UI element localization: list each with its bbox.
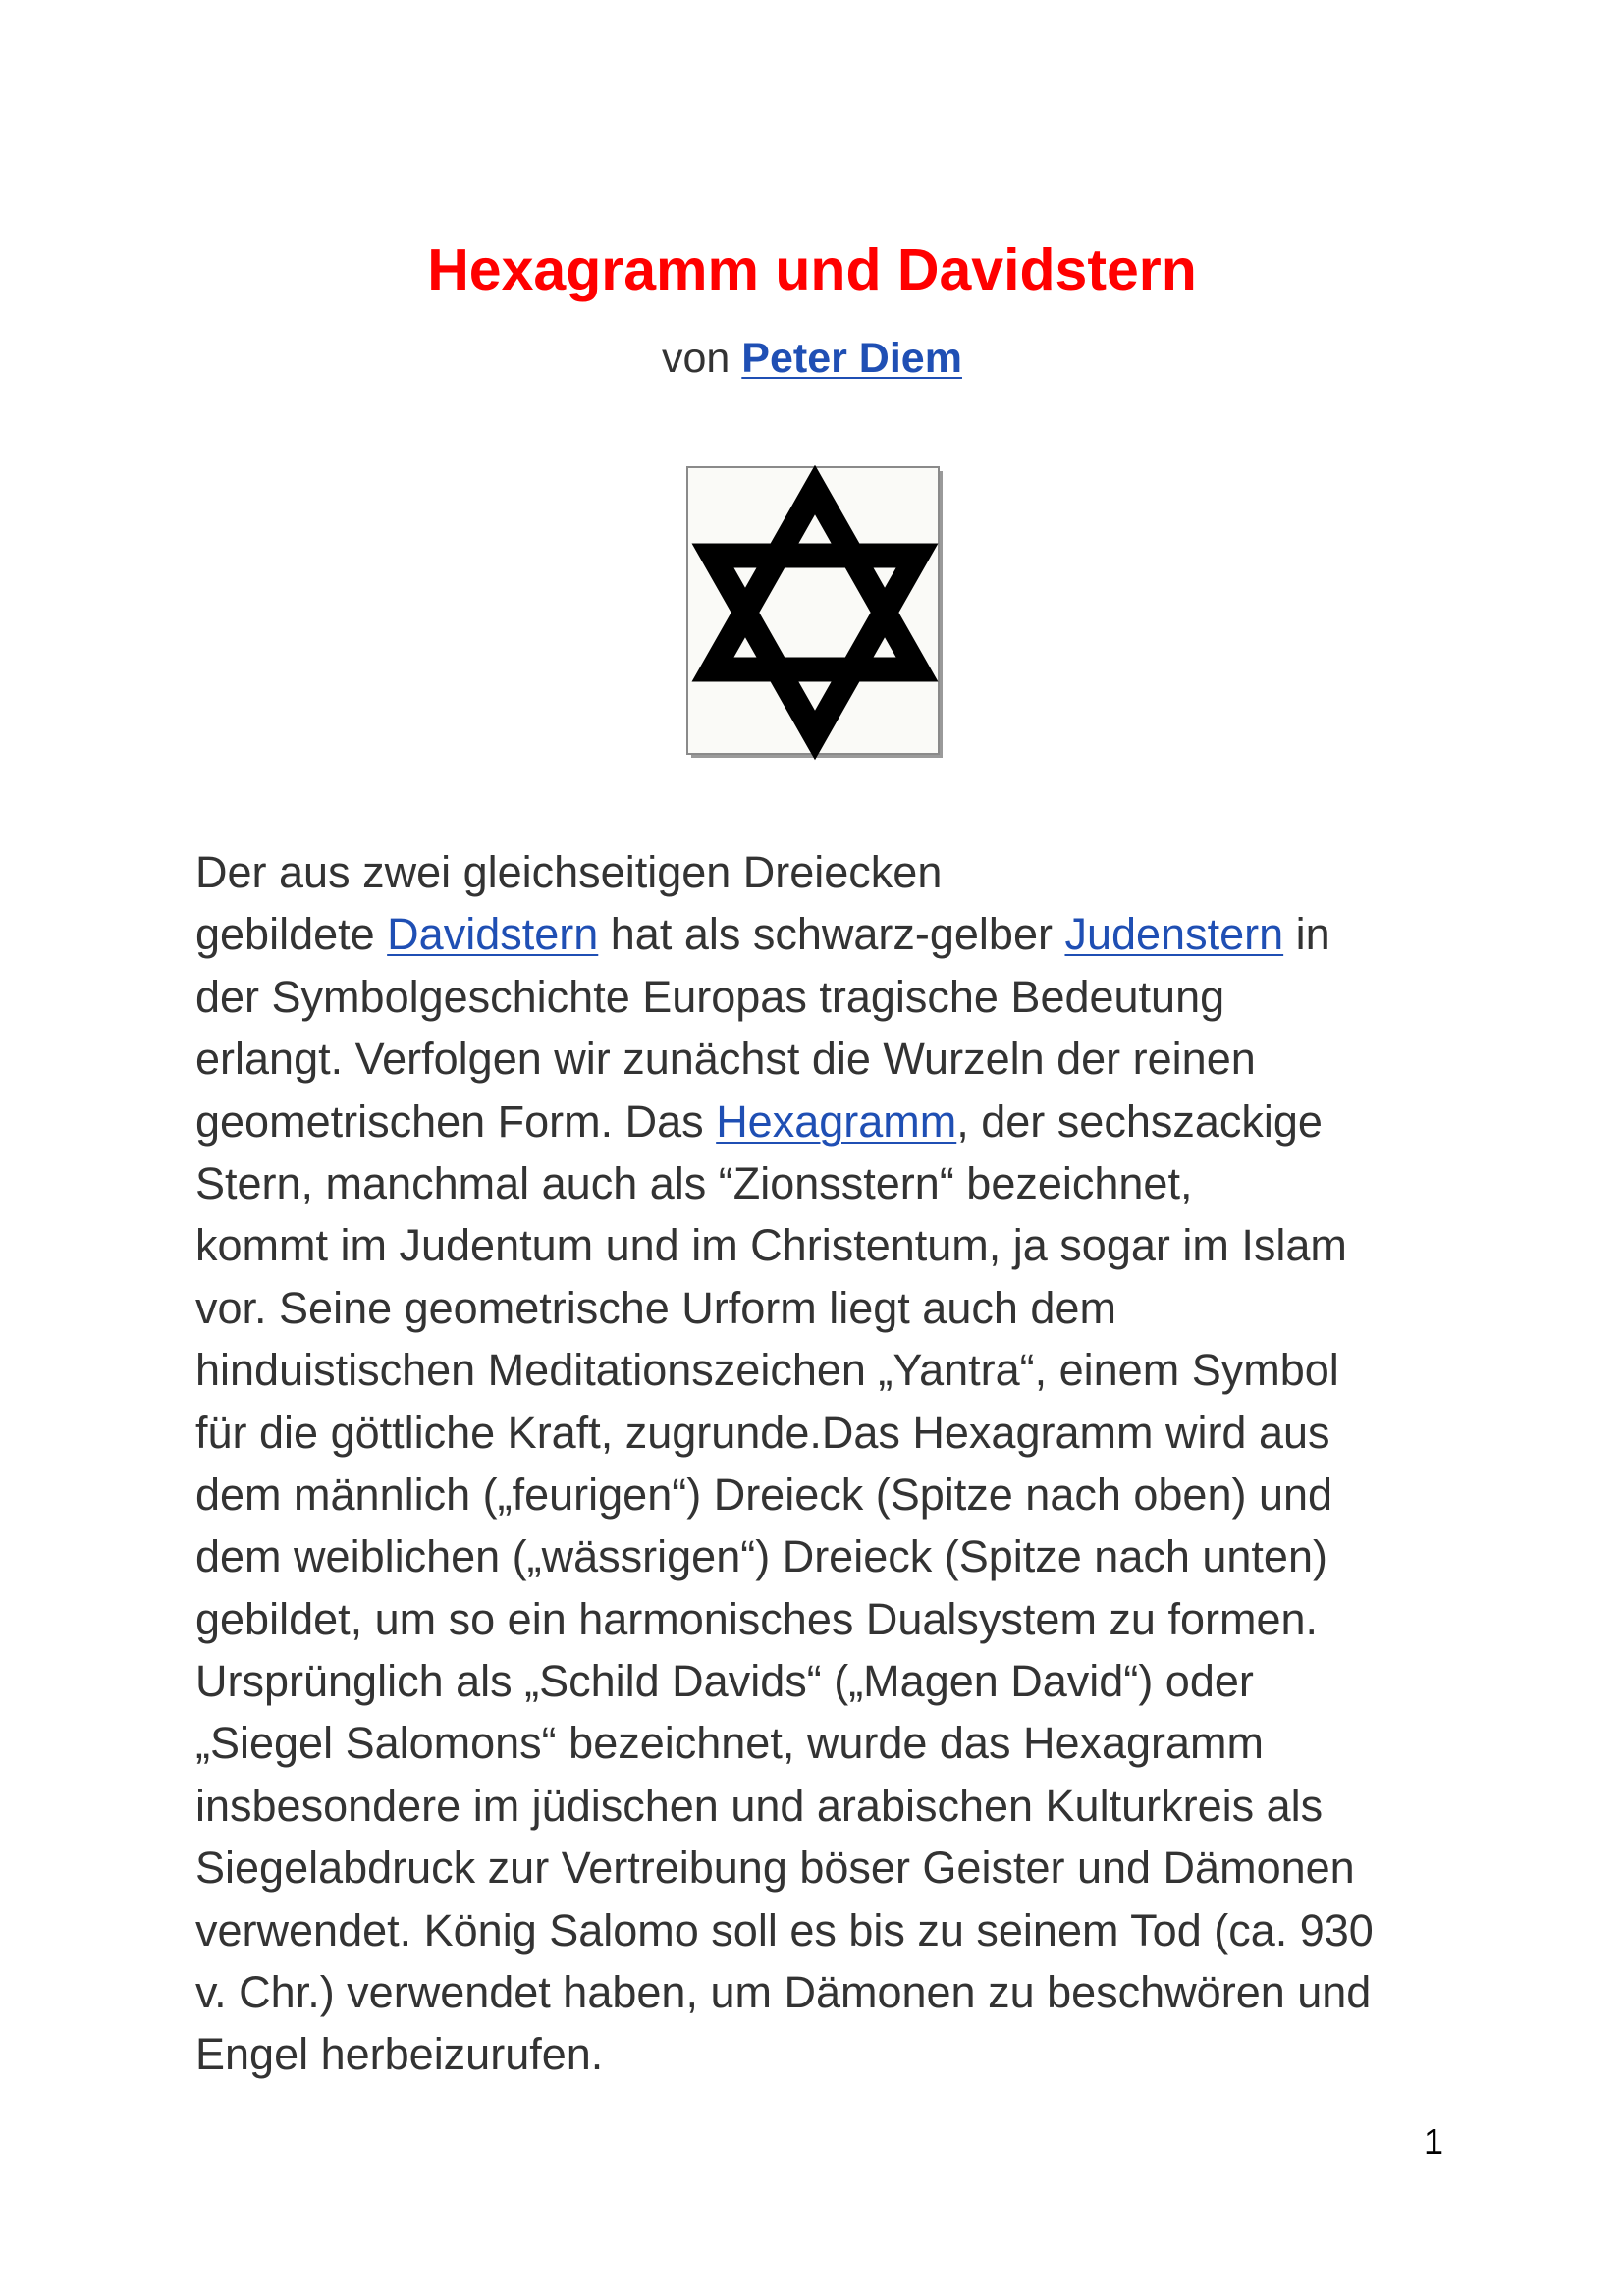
author-link[interactable]: Peter Diem — [741, 335, 962, 382]
page-title: Hexagramm und Davidstern — [427, 238, 1197, 302]
text-line: insbesondere im jüdischen und arabischen Kulturkreis als — [195, 1780, 1324, 1831]
text-line: erlangt. Verfolgen wir zunächst die Wurzeln der reinen — [195, 1034, 1256, 1085]
text-segment: hat als schwarz-gelber — [598, 909, 1065, 960]
text-line: für die göttliche Kraft, zugrunde.Das Hexagramm wird aus — [195, 1407, 1330, 1458]
text-segment: , der sechszackige — [956, 1095, 1323, 1147]
hexagramm-link[interactable]: Hexagramm — [716, 1095, 957, 1147]
text-line: verwendet. König Salomo soll es bis zu seinem Tod (ca. 930 — [195, 1904, 1374, 1955]
text-line: Engel herbeizurufen. — [195, 2029, 604, 2080]
text-line — [195, 903, 1472, 965]
judenstern-link[interactable]: Judenstern — [1064, 909, 1284, 960]
text-line: dem weiblichen („wässrigen“) Dreieck (Spitze nach unten) — [195, 1531, 1327, 1582]
text-line — [195, 1091, 1472, 1152]
byline — [0, 327, 1624, 390]
text-line: kommt im Judentum und im Christentum, ja sogar im Islam — [195, 1220, 1347, 1271]
text-line: Ursprünglich als „Schild Davids“ („Magen David“) oder — [195, 1656, 1254, 1707]
text-line: vor. Seine geometrische Urform liegt auch dem — [195, 1282, 1116, 1333]
text-line: Der aus zwei gleichseitigen Dreiecken — [195, 847, 943, 897]
text-segment: geometrischen Form. Das — [195, 1095, 717, 1147]
text-line: hinduistischen Meditationszeichen „Yantra“, einem Symbol — [195, 1345, 1339, 1396]
text-line: Stern, manchmal auch als “Zionsstern“ bezeichnet, — [195, 1157, 1193, 1208]
body-paragraph — [195, 841, 1472, 2086]
text-line: „Siegel Salomons“ bezeichnet, wurde das Hexagramm — [195, 1718, 1265, 1769]
davidstern-link[interactable]: Davidstern — [387, 909, 599, 960]
text-line: der Symbolgeschichte Europas tragische Bedeutung — [195, 971, 1225, 1022]
text-segment: in — [1283, 909, 1330, 960]
byline-prefix: von — [662, 335, 742, 382]
star-of-david-icon — [685, 465, 947, 762]
star-of-david-figure — [685, 465, 947, 762]
text-segment: gebildete — [195, 909, 388, 960]
text-line: gebildet, um so ein harmonisches Dualsystem zu formen. — [195, 1593, 1319, 1644]
page-number: 1 — [1423, 2121, 1443, 2162]
text-line: dem männlich („feurigen“) Dreieck (Spitze nach oben) und — [195, 1468, 1333, 1520]
text-line: v. Chr.) verwendet haben, um Dämonen zu beschwören und — [195, 1967, 1372, 2018]
text-line: Siegelabdruck zur Vertreibung böser Geister und Dämonen — [195, 1842, 1355, 1894]
